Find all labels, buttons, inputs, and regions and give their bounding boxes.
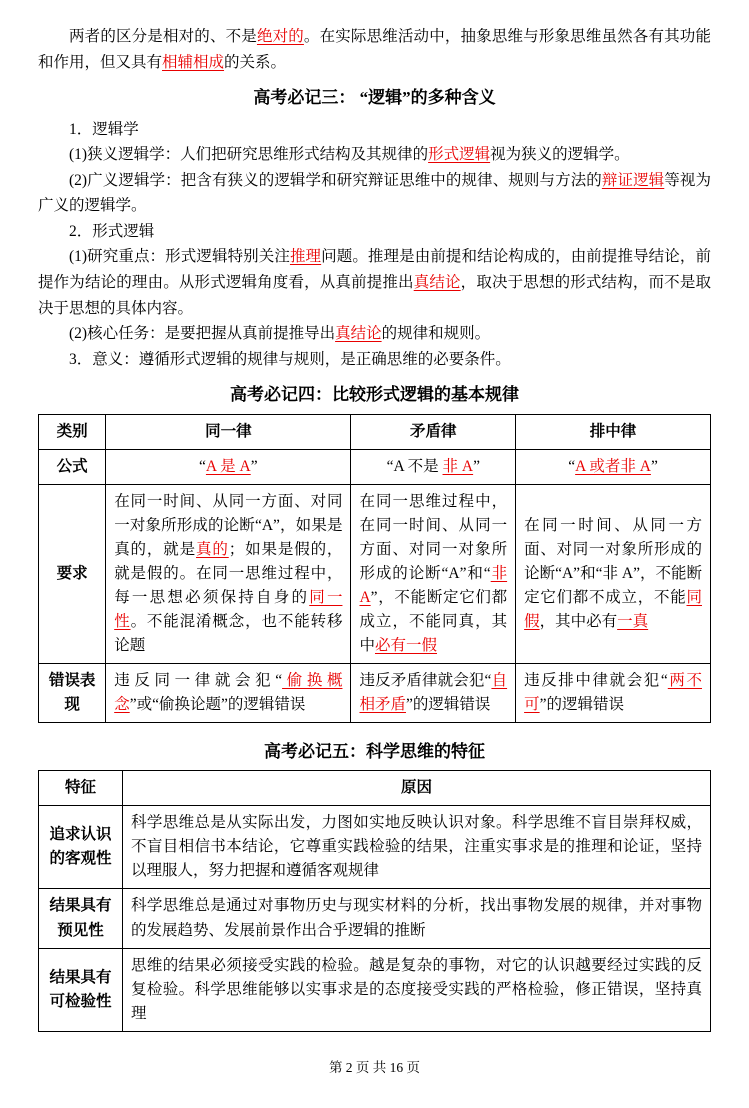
intro-paragraph: 两者的区分是相对的、不是绝对的。在实际思维活动中，抽象思维与形象思维虽然各有其功能和作用，但又具有相辅相成的关系。 — [38, 28, 711, 71]
requirement-excluded-middle-cell: 在同一时间、从同一方面、对同一对象所形成的论断“A”和“非 A”，不能断定它们都不成立，不能同假，其中必有一真 — [516, 484, 711, 663]
paragraph-broad-logic: (2)广义逻辑学：把含有狭义的逻辑学和研究辩证思维中的规律、规则与方法的辩证逻辑等视为广义的逻辑学。 — [38, 171, 711, 215]
requirement-identity-cell: 在同一时间、从同一方面、对同一对象所形成的论断“A”，如果是真的，就是真的；如果是假的，就是假的。在同一思维过程中，每一思想必须保持自身的同一性。不能混淆概念，也不能转移论题 — [106, 484, 351, 663]
error-identity-cell: 违反同一律就会犯“偷换概念”或“偷换论题”的逻辑错误 — [106, 663, 351, 722]
requirement-row — [39, 484, 711, 663]
requirement-contradiction-cell: 在同一思维过程中，在同一时间、从同一方面、对同一对象所形成的论断“A”和“非 A”，不能断定它们都成立，不能同真，其中必有一假 — [351, 484, 516, 663]
paragraph-formal-logic: 2．形式逻辑 — [69, 222, 155, 240]
table-row-verifiability — [39, 948, 711, 1031]
formula-excluded-middle-cell: “A 或者非 A” — [516, 449, 711, 484]
error-contradiction-cell: 违反矛盾律就会犯“自相矛盾”的逻辑错误 — [351, 663, 516, 722]
basic-laws-table — [38, 414, 711, 723]
reason-verifiability-text: 思维的结果必须接受实践的检验。越是复杂的事物，对它的认识越要经过实践的反复检验。科学思维能够以实事求是的态度接受实践的严格检验，修正错误，坚持真理 — [123, 948, 711, 1031]
formula-identity-cell: “A 是 A” — [106, 449, 351, 484]
reason-predictability-text: 科学思维总是通过对事物历史与现实材料的分析，找出事物发展的规律，并对事物的发展趋势、发展前景作出合乎逻辑的推断 — [123, 889, 711, 948]
reason-objectivity-text: 科学思维总是从实际出发，力图如实地反映认识对象。科学思维不盲目崇拜权威，不盲目相信书本结论，它尊重实践检验的结果，注重实事求是的推理和论证，坚持以理服人，努力把握和遵循客观规律 — [123, 806, 711, 889]
section3-title: 高考必记三： “逻辑”的多种含义 — [253, 88, 496, 108]
paragraph-narrow-logic: (1)狭义逻辑学：人们把研究思维形式结构及其规律的形式逻辑视为狭义的逻辑学。 — [69, 146, 630, 164]
table-row-predictability — [39, 889, 711, 948]
row-label-error: 错误表现 — [39, 663, 106, 722]
section4-title: 高考必记四：比较形式逻辑的基本规律 — [230, 385, 519, 405]
error-excluded-middle-cell: 违反排中律就会犯“两不可”的逻辑错误 — [516, 663, 711, 722]
table-row-objectivity — [39, 806, 711, 889]
scientific-thinking-table — [38, 770, 711, 1031]
header-feature: 特征 — [39, 771, 123, 806]
header-identity-law: 同一律 — [106, 414, 351, 449]
formula-row — [39, 449, 711, 484]
row-label-requirement: 要求 — [39, 484, 106, 663]
header-contradiction-law: 矛盾律 — [351, 414, 516, 449]
error-row — [39, 663, 711, 722]
table-header-row — [39, 771, 711, 806]
row-label-formula: 公式 — [39, 449, 106, 484]
paragraph-core-task: (2)核心任务：是要把握从真前提推导出真结论的规律和规则。 — [69, 325, 491, 343]
header-excluded-middle-law: 排中律 — [516, 414, 711, 449]
feature-objectivity-label: 追求认识的客观性 — [39, 806, 123, 889]
formula-contradiction-cell: “A 不是 非 A” — [351, 449, 516, 484]
header-reason: 原因 — [123, 771, 711, 806]
paragraph-research-focus: (1)研究重点：形式逻辑特别关注推理问题。推理是由前提和结论构成的，由前提推导结论，前提作为结论的理由。从形式逻辑角度看，从真前提推出真结论，取决于思想的形式结构，而不是取决于思想的具体内容。 — [38, 248, 711, 317]
page-number-footer: 第 2 页 共 16 页 — [328, 1060, 421, 1076]
header-category: 类别 — [39, 414, 106, 449]
paragraph-significance: 3．意义：遵循形式逻辑的规律与规则，是正确思维的必要条件。 — [69, 350, 511, 368]
feature-predictability-label: 结果具有预见性 — [39, 889, 123, 948]
feature-verifiability-label: 结果具有可检验性 — [39, 948, 123, 1031]
paragraph-logic-item-1: 1．逻辑学 — [69, 120, 139, 138]
table-header-row — [39, 414, 711, 449]
section5-title: 高考必记五：科学思维的特征 — [264, 741, 485, 761]
